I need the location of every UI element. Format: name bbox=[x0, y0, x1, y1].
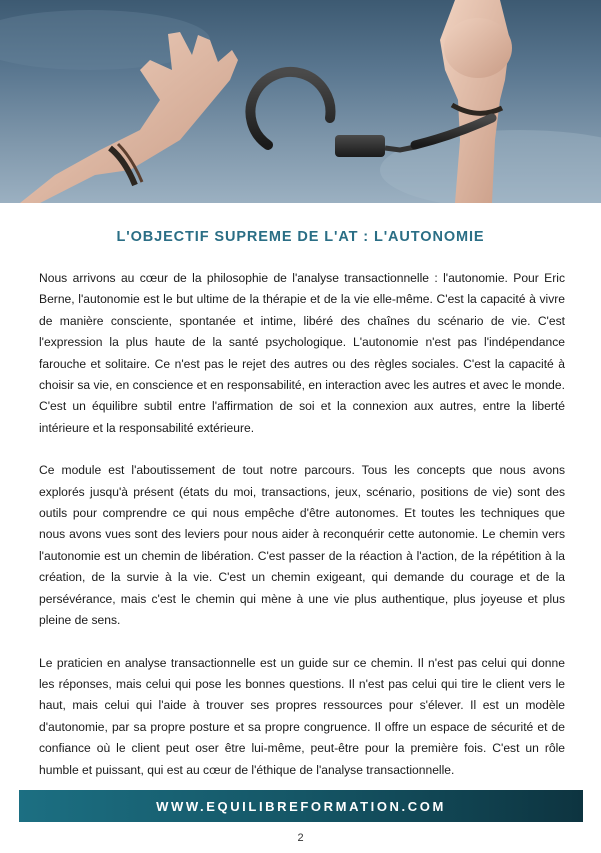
page-title: L'OBJECTIF SUPREME DE L'AT : L'AUTONOMIE bbox=[116, 229, 485, 245]
page-number: 2 bbox=[297, 832, 304, 844]
body-text bbox=[39, 268, 565, 802]
paragraph-1: Nous arrivons au cœur de la philosophie de l'analyse transactionnelle : l'autonomie. Pour Eric Berne, l'autonomie est le but ultime de la thérapie et de la vie elle-même. C'est la capacité à vivre de manière consciente, spontanée et intime, libéré des chaînes du scénario de vie. C'est l'expression la plus haute de la santé psychologique. L'autonomie n'est pas l'indépendance farouche et solitaire. Ce n'est pas le rejet des autres ou des règles sociales. C'est la capacité à choisir sa vie, en conscience et en responsabilité, en interaction avec les autres et avec le monde. C'est un équilibre subtil entre l'affirmation de soi et la connexion aux autres, entre la liberté intérieure et la responsabilité extérieure. bbox=[39, 271, 565, 435]
paragraph-3: Le praticien en analyse transactionnelle est un guide sur ce chemin. Il n'est pas celui qui donne les réponses, mais celui qui pose les bonnes questions. Il n'est pas celui qui tire le client vers le haut, mais celui qui l'aide à trouver ses propres ressources pour s'élever. Il est un modèle d'autonomie, par sa propre posture et sa propre congruence. Il offre un espace de sécurité et de confiance où le client peut oser être lui-même, peut-être pour la première fois. C'est un rôle humble et puissant, qui est au cœur de l'éthique de l'analyse transactionnelle. bbox=[39, 655, 565, 777]
footer-banner bbox=[19, 790, 583, 822]
hands-handcuffs-illustration bbox=[0, 0, 601, 203]
paragraph-2: Ce module est l'aboutissement de tout notre parcours. Tous les concepts que nous avons explorés jusqu'à présent (états du moi, transactions, jeux, scénario, positions de vie) sont des outils pour comprendre ce qui nous empêche d'être autonomes. Et toutes les techniques que nous avons vues sont des leviers pour nous aider à reconquérir cette autonomie. Le chemin vers l'autonomie est un chemin de libération. C'est passer de la réaction à l'action, de la répétition à la création, de la survie à la vie. C'est un chemin exigeant, qui demande du courage et de la persévérance, mais c'est le chemin qui mène à une vie plus authentique, plus joyeuse et plus pleine de sens. bbox=[39, 463, 565, 628]
website-url[interactable]: WWW.EQUILIBREFORMATION.COM bbox=[156, 798, 446, 814]
header-photo bbox=[0, 0, 601, 203]
